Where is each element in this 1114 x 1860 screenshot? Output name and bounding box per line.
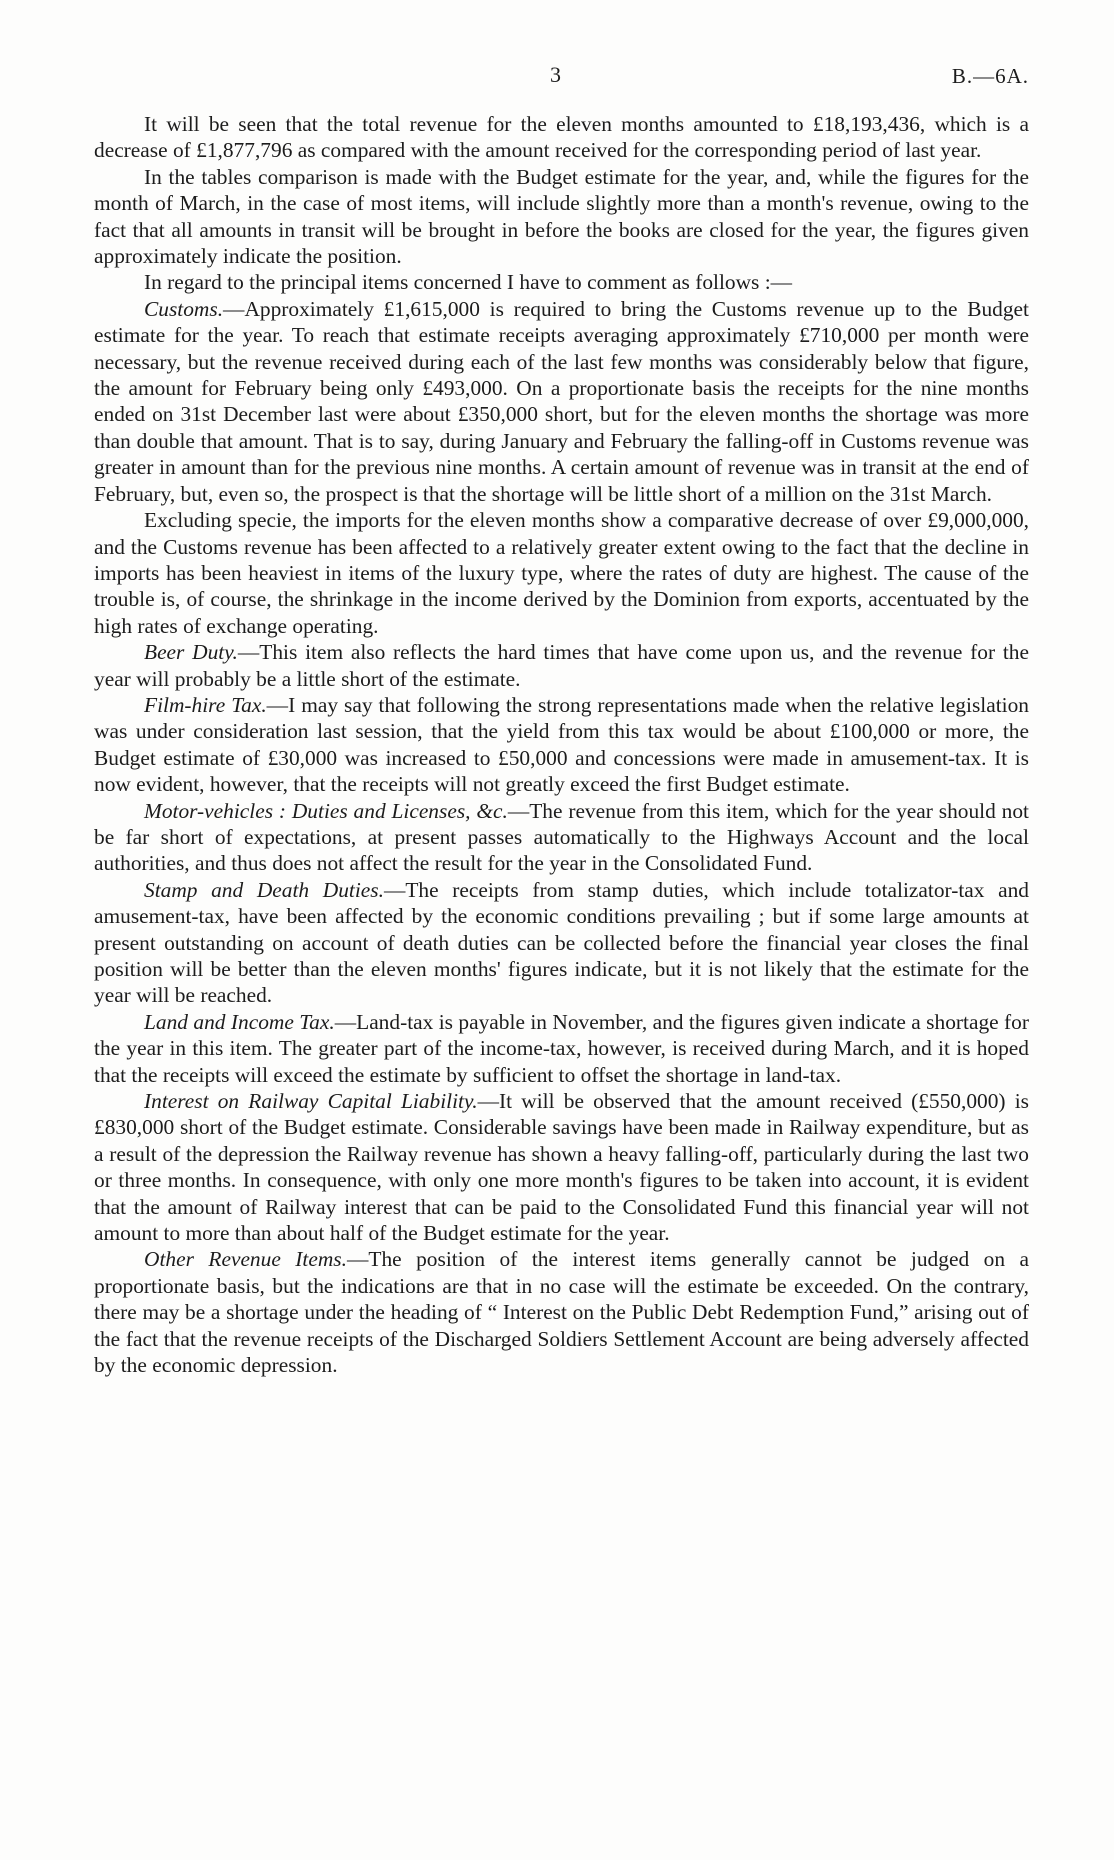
paragraph-heading: Film-hire Tax. <box>144 692 267 717</box>
paragraph-text: —Land-tax is payable in November, and the figures given indicate a shortage for the year in this item. The greater part of the income-tax, however, is received during March, and it is hoped that the receipts will exceed the estimate by sufficient to offset the shortage in land-tax. <box>94 1009 1030 1087</box>
paragraph-land-income-tax <box>94 1009 1029 1088</box>
paragraph-stamp-death-duties <box>94 877 1029 1009</box>
body-text <box>94 111 1029 1379</box>
paragraph-motor-vehicles <box>94 798 1029 877</box>
paragraph-text: In the tables comparison is made with the Budget estimate for the year, and, while the figures for the month of March, in the case of most items, will include slightly more than a month's revenue, owing to the fact that all amounts in transit will be brought in before the books are closed for the year, the figures given approximately indicate the position. <box>94 164 1029 269</box>
paragraph-heading: Stamp and Death Duties. <box>144 877 384 902</box>
paragraph-text: —The receipts from stamp duties, which include totalizator-tax and amusement-tax, have been affected by the economic conditions prevailing ; but if some large amounts at present outstanding on account of death duties can be collected before the financial year closes the final position will be better than the eleven months' figures indicate, but it is not likely that the estimate for the year will be reached. <box>94 877 1029 1008</box>
paragraph-heading: Land and Income Tax. <box>144 1009 335 1034</box>
document-reference: B.—6A. <box>951 64 1029 88</box>
paragraph-revenue-total <box>94 111 1029 164</box>
paragraph-principal-items <box>94 269 1029 295</box>
paragraph-tables-comparison <box>94 164 1029 270</box>
paragraph-heading: Customs. <box>144 296 224 321</box>
paragraph-text: —This item also reflects the hard times that have come upon us, and the revenue for the year will probably be a little short of the estimate. <box>94 640 1029 691</box>
paragraph-text: In regard to the principal items concerned I have to comment as follows :— <box>144 270 793 295</box>
paragraph-heading: Motor-vehicles : Duties and Licenses, &c. <box>144 798 508 823</box>
paragraph-text: It will be seen that the total revenue for the eleven months amounted to £18,193,436, which is a decrease of £1,877,796 as compared with the amount received for the corresponding period of last year. <box>94 112 1029 163</box>
page-number: 3 <box>550 62 562 87</box>
paragraph-heading: Beer Duty. <box>144 640 238 665</box>
paragraph-text: —I may say that following the strong representations made when the relative legislation was under consideration last session, that the yield from this tax would be about £100,000 or more, the Budget estimate of £30,000 was increased to £50,000 and concessions were made in amusement-tax. It is now evident, however, that the receipts will not greatly exceed the first Budget estimate. <box>94 692 1029 797</box>
paragraph-text: —Approximately £1,615,000 is required to bring the Customs revenue up to the Budget estimate for the year. To reach that estimate receipts averaging approximately £710,000 per month were necessary, but the revenue received during each of the last few months was considerably below that figure, the amount for February being only £493,000. On a proportionate basis the receipts for the nine months ended on 31st December last were about £350,000 short, but for the eleven months the shortage was more than double that amount. That is to say, during January and February the falling-off in Customs revenue was greater in amount than for the previous nine months. A certain amount of revenue was in transit at the end of February, but, even so, the prospect is that the shortage will be little short of a million on the 31st March. <box>94 296 1029 506</box>
paragraph-text: Excluding specie, the imports for the eleven months show a comparative decrease of over £9,000,000, and the Customs revenue has been affected to a relatively greater extent owing to the fact that the decline in imports has been heaviest in items of the luxury type, where the rates of duty are highest. The cause of the trouble is, of course, the shrinkage in the income derived by the Dominion from exports, accentuated by the high rates of exchange operating. <box>94 508 1029 638</box>
paragraph-customs <box>94 296 1029 507</box>
paragraph-text: —It will be observed that the amount received (£550,000) is £830,000 short of the Budget estimate. Considerable savings have been made in Railway expenditure, but as a result of the depression the Railway revenue has shown a heavy falling-off, particularly during the last two or three months. In consequence, with only one more month's figures to be taken into account, it is evident that the amount of Railway interest that can be paid to the Consolidated Fund this financial year will not amount to more than about half of the Budget estimate for the year. <box>94 1089 1029 1246</box>
paragraph-imports <box>94 507 1029 639</box>
paragraph-heading: Other Revenue Items. <box>144 1247 347 1272</box>
paragraph-text: —The revenue from this item, which for the year should not be far short of expectations, at present passes automatically to the Highways Account and the local authorities, and thus does not affect the result for the year in the Consolidated Fund. <box>94 798 1029 876</box>
paragraph-other-revenue <box>94 1246 1029 1378</box>
paragraph-railway-interest <box>94 1088 1029 1246</box>
paragraph-text: —The position of the interest items generally cannot be judged on a proportionate basis, but the indications are that in no case will the estimate be exceeded. On the contrary, there may be a shortage under the heading of “ Interest on the Public Debt Redemption Fund,” arising out of the fact that the revenue receipts of the Discharged Soldiers Settlement Account are being adversely affected by the economic depression. <box>94 1247 1029 1378</box>
paragraph-beer-duty <box>94 639 1029 692</box>
paragraph-heading: Interest on Railway Capital Liability. <box>144 1089 478 1114</box>
paragraph-film-hire-tax <box>94 692 1029 798</box>
